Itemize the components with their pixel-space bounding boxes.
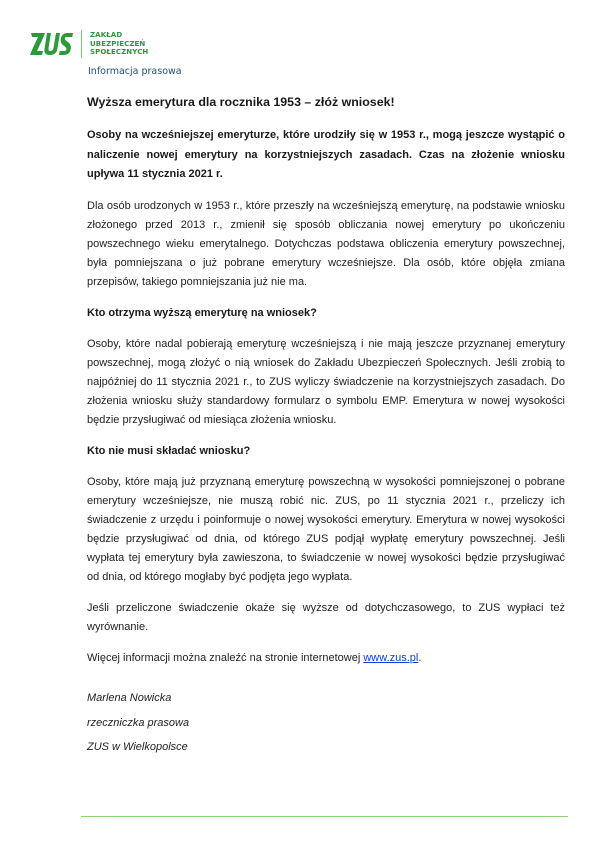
logo-separator	[81, 30, 82, 58]
signature-block	[87, 686, 189, 760]
zus-website-link[interactable]: www.zus.pl	[363, 651, 419, 664]
article-body	[87, 94, 565, 680]
article-lead: Osoby na wcześniejszej emeryturze, które urodziły się w 1953 r., mogą jeszcze wystąpić o naliczenie nowej emerytury na korzystniejszych zasadach. Czas na złożenie wniosku upływa 11 stycznia 2021 r.	[87, 129, 565, 180]
logo-line-3: SPOŁECZNYCH	[90, 48, 149, 57]
logo-wordmark	[90, 31, 148, 56]
article-title: Wyższa emerytura dla rocznika 1953 – złóż wniosek!	[87, 95, 395, 109]
signature-name: Marlena Nowicka	[87, 692, 172, 704]
footer-divider	[81, 816, 568, 817]
signature-role: rzeczniczka prasowa	[87, 716, 190, 729]
paragraph-1: Dla osób urodzonych w 1953 r., które przeszły na wcześniejszą emeryturę, na podstawie wniosku złożonego przed 2013 r., zmienił się sposób obliczania nowej emerytury po ukończeniu powszechnego wieku emerytalnego. Dotychczas podstawa obliczenia emerytury powszechnej, była pomniejszana o już pobrane emerytury wcześniejsze. Dla osób, które objęła zmiana przepisów, takiego pomniejszania już nie ma.	[87, 199, 565, 288]
zus-logo	[30, 29, 148, 59]
logo-line-2: UBEZPIECZEŃ	[90, 39, 146, 48]
more-info-suffix: .	[418, 651, 422, 664]
paragraph-3: Osoby, które mają już przyznaną emeryturę powszechną w wysokości pomniejszonej o pobrane emerytury wcześniejsze, nie muszą robić nic. ZUS, po 11 stycznia 2021 r., przeliczy ich świadczenie z urzędu i poinformuje o nowej wysokości emerytury. Emerytura w nowej wysokości będzie przysługiwać od dnia, od którego ZUS podjął wypłatę emerytury powszechnej. Jeśli wypłata tej emerytury była zawieszona, to świadczenie w nowej wysokości będzie przysługiwać od dnia, od którego mogłaby być podjęta jego wypłata.	[87, 475, 565, 583]
zus-logo-mark-icon	[30, 30, 74, 58]
paragraph-2: Osoby, które nadal pobierają emeryturę wcześniejszą i nie mają jeszcze przyznanej emerytury powszechnej, mogą złożyć o nią wniosek do Zakładu Ubezpieczeń Społecznych. Jeśli zrobią to najpóźniej do 11 stycznia 2021 r., to ZUS wyliczy świadczenie na korzystniejszych zasadach. Do złożenia wniosku służy standardowy formularz o symbolu EMP. Emerytura w nowej wysokości będzie przysługiwać od miesiąca złożenia wniosku.	[87, 337, 565, 426]
more-info-text: Więcej informacji można znaleźć na stronie internetowej	[87, 651, 364, 664]
press-release-label: Informacja prasowa	[88, 66, 182, 77]
paragraph-4: Jeśli przeliczone świadczenie okaże się wyższe od dotychczasowego, to ZUS wypłaci też wyrównanie.	[87, 601, 565, 633]
signature-organization: ZUS w Wielkopolsce	[87, 741, 188, 753]
subheading-who-need-not-apply: Kto nie musi składać wniosku?	[87, 444, 251, 457]
more-info-paragraph	[87, 649, 565, 668]
subheading-who-gets-higher-pension: Kto otrzyma wyższą emeryturę na wniosek?	[87, 306, 317, 319]
logo-line-1: ZAKŁAD	[90, 31, 123, 40]
